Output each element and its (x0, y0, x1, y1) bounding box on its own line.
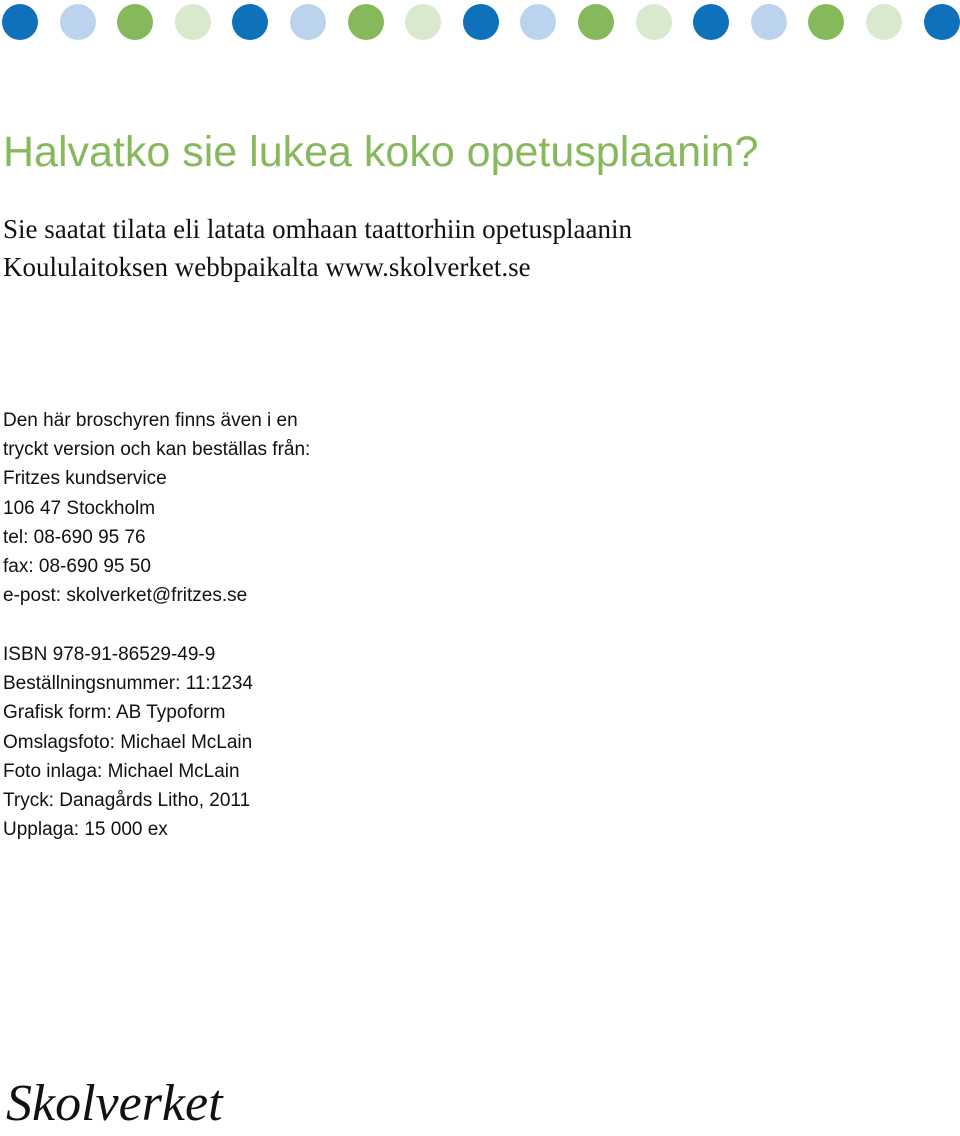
intro-paragraph (3, 210, 632, 286)
inner-photo-credit: Foto inlaga: Michael McLain (3, 760, 240, 782)
isbn: ISBN 978-91-86529-49-9 (3, 644, 216, 665)
colophon (3, 640, 253, 844)
decorative-dot (175, 4, 211, 40)
edition: Upplaga: 15 000 ex (3, 819, 168, 841)
decorative-dot (578, 4, 614, 40)
decorative-dot (808, 4, 844, 40)
ordering-line: 106 47 Stockholm (3, 497, 156, 519)
decorative-dot (290, 4, 326, 40)
order-number: Beställningsnummer: 11:1234 (3, 673, 253, 695)
intro-line: Sie saatat tilata eli latata omhaan taattorhiin opetusplaanin (3, 214, 633, 244)
skolverket-logo: Skolverket (6, 1075, 223, 1132)
ordering-line: Fritzes kundservice (3, 468, 167, 490)
ordering-line: e-post: skolverket@fritzes.se (3, 585, 248, 607)
decorative-dot (463, 4, 499, 40)
intro-line: Koululaitoksen webbpaikalta www.skolverket.se (3, 252, 531, 282)
decorative-dot (520, 4, 556, 40)
decorative-dot (117, 4, 153, 40)
decorative-dot (636, 4, 672, 40)
decorative-dot (348, 4, 384, 40)
design-credit: Grafisk form: AB Typoform (3, 702, 226, 724)
decorative-dot (924, 4, 960, 40)
ordering-info (3, 406, 310, 610)
decorative-dot (751, 4, 787, 40)
decorative-dot (2, 4, 38, 40)
ordering-line: tel: 08-690 95 76 (3, 526, 146, 548)
decorative-dot (866, 4, 902, 40)
cover-photo-credit: Omslagsfoto: Michael McLain (3, 731, 253, 753)
print-credit: Tryck: Danagårds Litho, 2011 (3, 790, 251, 812)
decorative-dot (60, 4, 96, 40)
decorative-dot (693, 4, 729, 40)
ordering-line: tryckt version och kan beställas från: (3, 439, 311, 461)
ordering-line: fax: 08-690 95 50 (3, 556, 151, 578)
page-heading: Halvatko sie lukea koko opetusplaanin? (3, 128, 759, 176)
ordering-line: Den här broschyren finns även i en (3, 410, 298, 431)
decorative-dot-row (0, 0, 960, 44)
decorative-dot (405, 4, 441, 40)
decorative-dot (232, 4, 268, 40)
